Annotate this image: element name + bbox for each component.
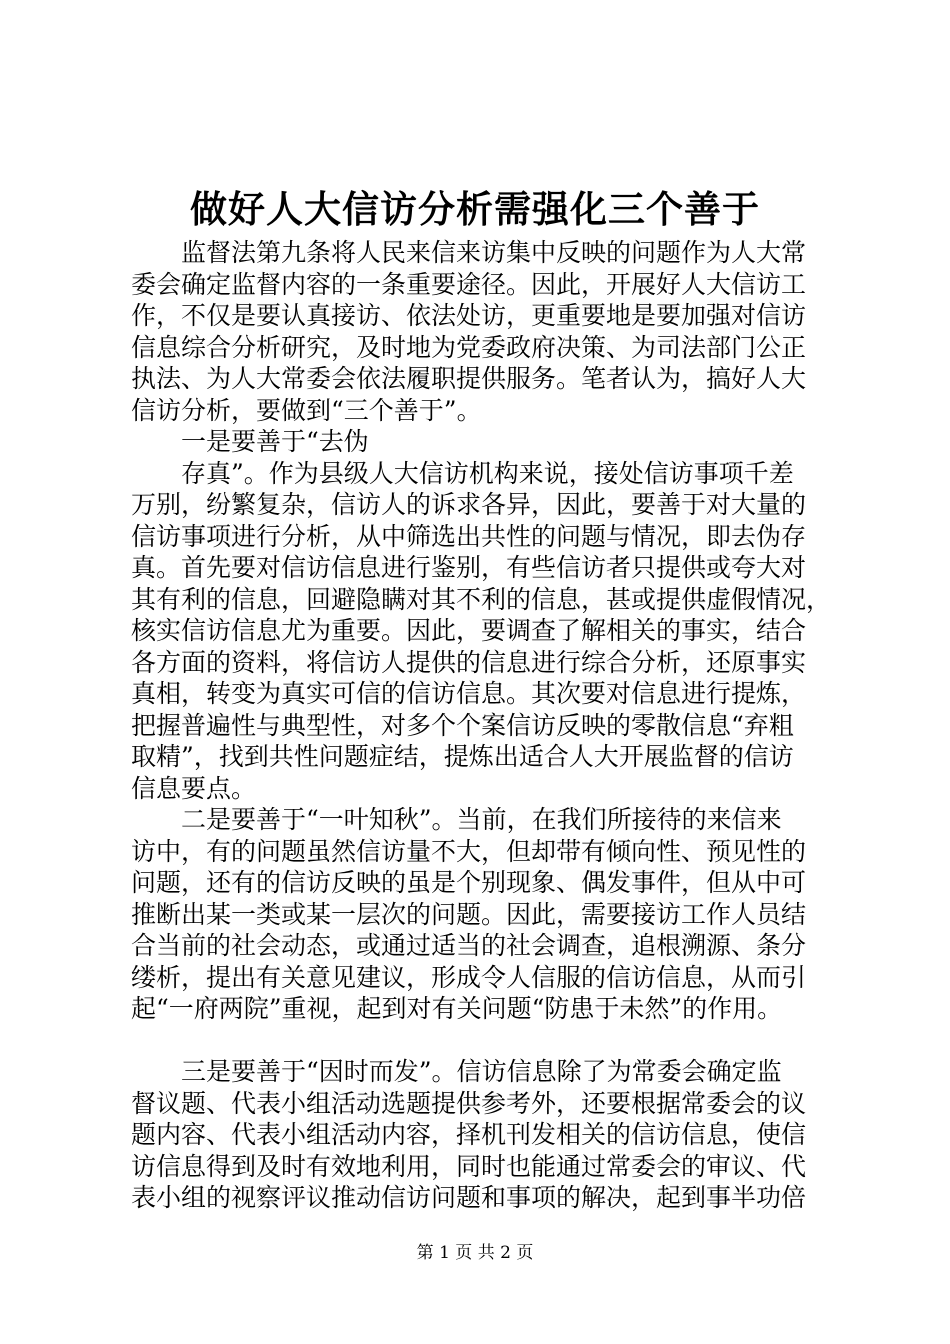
- text-line: 一是要善于“去伪: [181, 427, 369, 456]
- text-line: 真相，转变为真实可信的信访信息。其次要对信息进行提炼，: [131, 679, 807, 708]
- text-line: 起“一府两院”重视，起到对有关问题“防患于未然”的作用。: [131, 994, 783, 1023]
- text-line: 题内容、代表小组活动内容，择机刊发相关的信访信息，使信: [131, 1120, 807, 1149]
- text-line: 访信息得到及时有效地利用，同时也能通过常委会的审议、代: [131, 1151, 807, 1181]
- text-line: 推断出某一类或某一层次的问题。因此，需要接访工作人员结: [131, 899, 807, 929]
- text-line: 把握普遍性与典型性，对多个个案信访反映的零散信息“弃粗: [131, 710, 794, 740]
- text-line: 二是要善于“一叶知秋”。当前，在我们所接待的来信来: [181, 805, 782, 834]
- text-line: 委会确定监督内容的一条重要途径。因此，开展好人大信访工: [131, 269, 807, 299]
- text-line: 万别，纷繁复杂，信访人的诉求各异，因此，要善于对大量的: [131, 490, 807, 519]
- text-line: 执法、为人大常委会依法履职提供服务。笔者认为，搞好人大: [131, 364, 807, 393]
- text-line: 作，不仅是要认真接访、依法处访，更重要地是要加强对信访: [131, 301, 807, 330]
- blank-line: [131, 1025, 835, 1057]
- document-body: [131, 237, 835, 1214]
- text-line: 缕析，提出有关意见建议，形成令人信服的信访信息，从而引: [131, 962, 807, 992]
- text-line: 信访事项进行分析，从中筛选出共性的问题与情况，即去伪存: [131, 521, 807, 551]
- text-line: 访中，有的问题虽然信访量不大，但却带有倾向性、预见性的: [131, 836, 807, 866]
- text-line: 三是要善于“因时而发”。信访信息除了为常委会确定监: [181, 1057, 782, 1086]
- text-line: 其有利的信息，回避隐瞒对其不利的信息，甚或提供虚假情况，: [131, 584, 832, 614]
- text-line: 表小组的视察评议推动信访问题和事项的解决，起到事半功倍: [131, 1183, 807, 1212]
- text-line: 真。首先要对信访信息进行鉴别，有些信访者只提供或夸大对: [131, 553, 807, 582]
- page-footer: 第 1 页 共 2 页: [416, 1243, 534, 1263]
- text-line: 合当前的社会动态，或通过适当的社会调查，追根溯源、条分: [131, 931, 807, 960]
- document-title: 做好人大信访分析需强化三个善于: [190, 187, 760, 231]
- text-line: 信访分析，要做到“三个善于”。: [131, 395, 482, 425]
- text-line: 存真”。作为县级人大信访机构来说，接处信访事项千差: [181, 458, 794, 488]
- text-line: 核实信访信息尤为重要。因此，要调查了解相关的事实，结合: [131, 616, 807, 645]
- text-line: 监督法第九条将人民来信来访集中反映的问题作为人大常: [181, 238, 807, 267]
- text-line: 信息综合分析研究，及时地为党委政府决策、为司法部门公正: [131, 332, 807, 362]
- text-line: 信息要点。: [131, 773, 257, 803]
- text-line: 问题，还有的信访反映的虽是个别现象、偶发事件，但从中可: [131, 868, 807, 897]
- text-line: 督议题、代表小组活动选题提供参考外，还要根据常委会的议: [131, 1088, 807, 1118]
- text-line: 各方面的资料，将信访人提供的信息进行综合分析，还原事实: [131, 647, 807, 677]
- text-line: 取精”，找到共性问题症结，提炼出适合人大开展监督的信访: [131, 742, 794, 771]
